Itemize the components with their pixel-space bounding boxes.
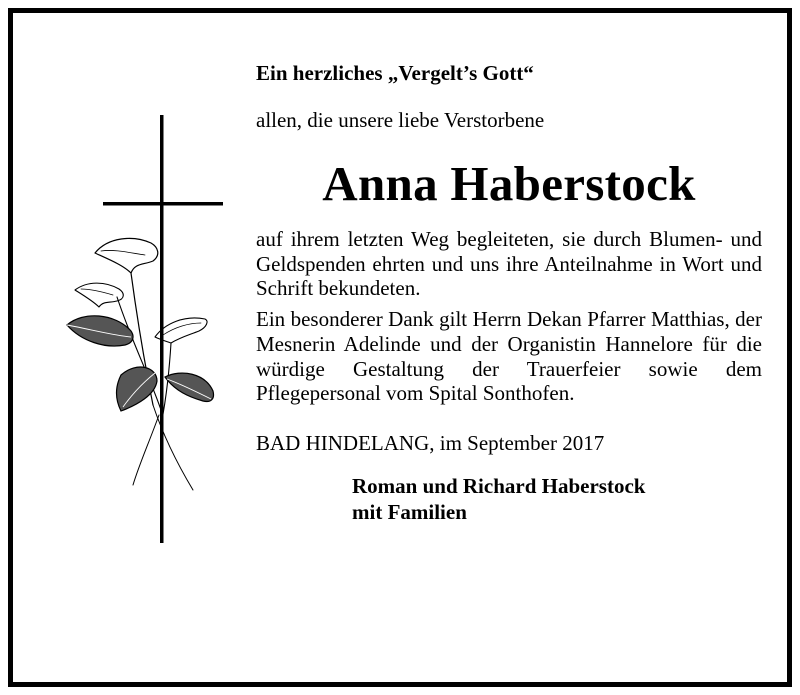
cross-with-lilies-illustration <box>53 105 233 545</box>
intro-line: allen, die unsere liebe Verstorbene <box>256 108 545 132</box>
place-and-date: BAD HINDELANG, im September 2017 <box>256 430 605 455</box>
deceased-name: Anna Haberstock <box>322 156 696 211</box>
signature-line: mit Familien <box>352 499 467 524</box>
lily-leaves <box>67 316 214 411</box>
notice-text-column <box>256 58 762 525</box>
signature <box>352 473 762 525</box>
special-thanks-paragraph: Ein besonderer Dank gilt Herrn Dekan Pfarrer Matthias, der Mesnerin Adelinde und der Organistin Hannelore für die würdige Gestaltung der Trauerfeier sowie dem Pflegepersonal vom Spital Sonthofen. <box>256 307 762 406</box>
thanks-paragraph: auf ihrem letzten Weg begleiteten, sie durch Blumen- und Geldspenden ehrten und uns ihre Anteilnahme in Wort und Schrift bekundeten. <box>256 227 762 301</box>
signature-line: Roman und Richard Haberstock <box>352 473 646 498</box>
thanks-heading: Ein herzliches „Vergelt’s Gott“ <box>256 61 534 85</box>
obituary-notice <box>8 8 792 687</box>
calla-lily-icon <box>75 238 207 490</box>
